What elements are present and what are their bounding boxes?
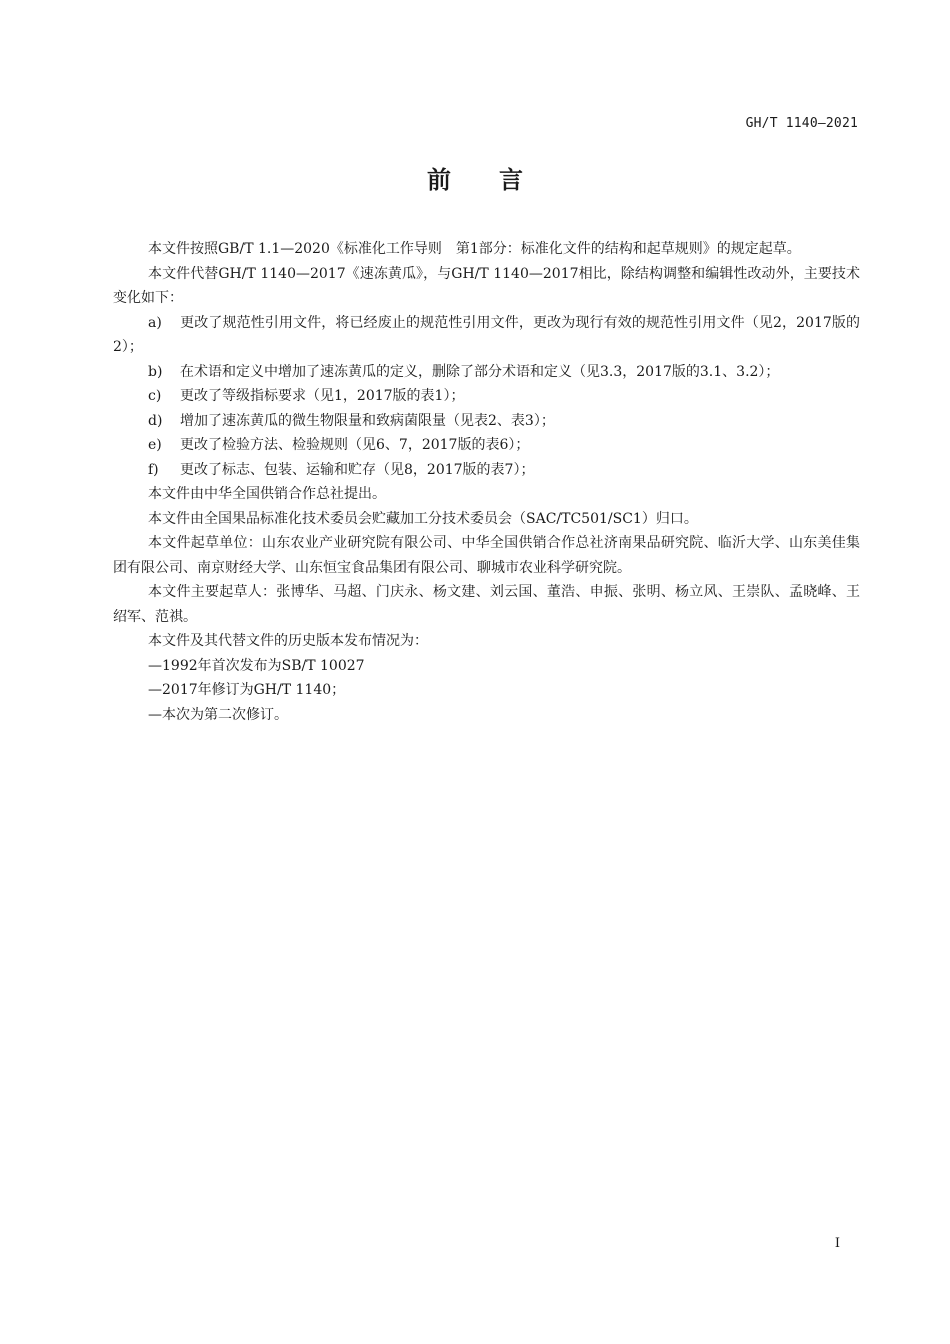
item-label: f) [148, 461, 159, 478]
paragraph-committee: 本文件由全国果品标准化技术委员会贮藏加工分技术委员会（SAC/TC501/SC1）归口。 [148, 510, 698, 527]
title-char-2: 言 [499, 166, 523, 194]
item-text: 更改了等级指标要求（见1，2017版的表1）； [180, 388, 465, 404]
paragraph-replacement: 本文件代替GH/T 1140—2017《速冻黄瓜》，与GH/T 1140—2017相比，除结构调整和编辑性改动外，主要技术变化如下： [113, 265, 860, 306]
paragraph-proposer: 本文件由中华全国供销合作总社提出。 [148, 486, 386, 502]
item-text: 更改了规范性引用文件，将已经废止的规范性引用文件，更改为现行有效的规范性引用文件（见2，2017版的2）； [113, 314, 860, 355]
title-char-1: 前 [427, 166, 451, 194]
history-item: —1992年首次发布为SB/T 10027 [148, 657, 365, 674]
page-title [0, 160, 950, 195]
foreword-body [113, 237, 860, 727]
item-text: 增加了速冻黄瓜的微生物限量和致病菌限量（见表2、表3）； [180, 412, 555, 429]
change-item [113, 458, 860, 483]
change-item [113, 360, 860, 385]
item-text: 在术语和定义中增加了速冻黄瓜的定义，删除了部分术语和定义（见3.3，2017版的3.1、3.2）； [180, 363, 780, 380]
item-label: d) [148, 412, 163, 429]
paragraph-drafting-rules: 本文件按照GB/T 1.1—2020《标准化工作导则 第1部分：标准化文件的结构和起草规则》的规定起草。 [148, 241, 801, 257]
item-label: b) [148, 363, 163, 380]
history-item: —本次为第二次修订。 [148, 706, 288, 723]
change-item [113, 384, 860, 409]
document-code: GH/T 1140—2021 [745, 116, 858, 131]
item-label: a) [148, 314, 162, 331]
change-item [113, 311, 860, 360]
paragraph-drafters: 本文件主要起草人：张博华、马超、门庆永、杨文建、刘云国、董浩、申振、张明、杨立风、王崇队、孟晓峰、王绍军、范祺。 [113, 584, 860, 625]
paragraph-drafting-units: 本文件起草单位：山东农业产业研究院有限公司、中华全国供销合作总社济南果品研究院、临沂大学、山东美佳集团有限公司、南京财经大学、山东恒宝食品集团有限公司、聊城市农业科学研究院。 [113, 535, 860, 576]
change-item [113, 433, 860, 458]
change-item [113, 409, 860, 434]
page-number: I [834, 1236, 840, 1251]
item-text: 更改了检验方法、检验规则（见6、7，2017版的表6）； [180, 437, 530, 453]
item-text: 更改了标志、包装、运输和贮存（见8，2017版的表7）； [180, 461, 535, 478]
paragraph-history-intro: 本文件及其代替文件的历史版本发布情况为： [148, 633, 428, 649]
item-label: c) [148, 388, 162, 404]
item-label: e) [148, 437, 162, 453]
history-item: —2017年修订为GH/T 1140； [148, 682, 346, 698]
